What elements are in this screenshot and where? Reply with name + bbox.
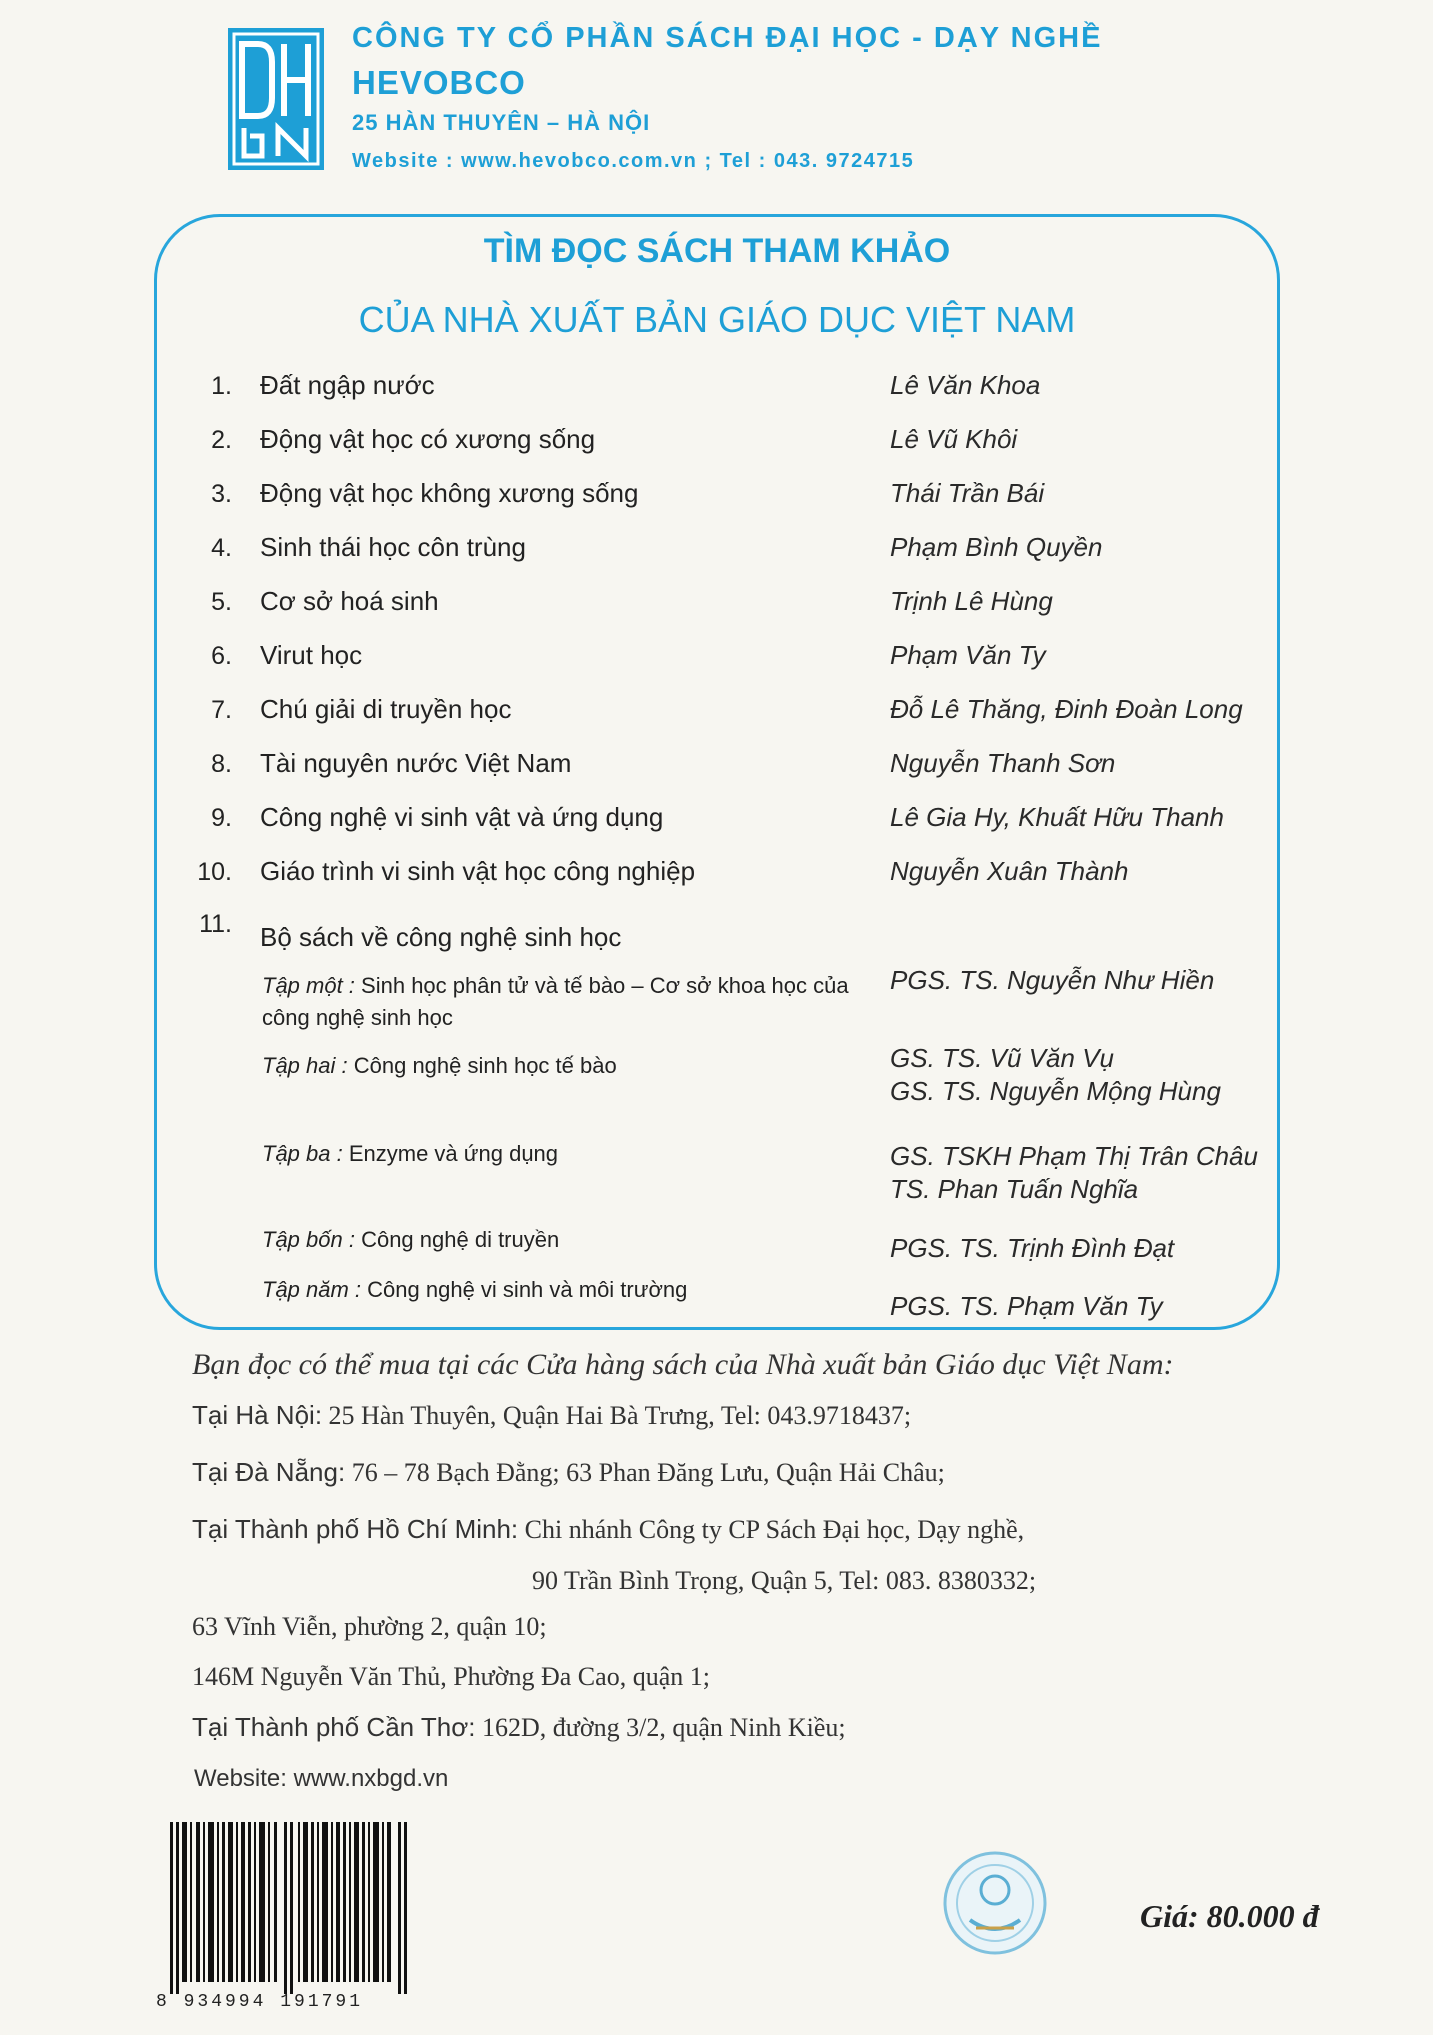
box-subtitle: CỦA NHÀ XUẤT BẢN GIÁO DỤC VIỆT NAM — [358, 299, 1076, 340]
book-author: Phạm Bình Quyền — [890, 532, 1103, 562]
book-number: 8. — [211, 750, 232, 778]
book-author: Nguyễn Thanh Sơn — [890, 748, 1116, 778]
volume-title: Tập năm : Công nghệ vi sinh và môi trường — [262, 1277, 688, 1302]
store-danang: Tại Đà Nẵng: 76 – 78 Bạch Đằng; 63 Phan Đăng Lưu, Quận Hải Châu; — [192, 1457, 945, 1487]
publisher-logo — [228, 28, 324, 170]
volume-author: PGS. TS. Trịnh Đình Đạt — [890, 1233, 1175, 1263]
book-number: 6. — [211, 642, 232, 670]
store-cantho: Tại Thành phố Cần Thơ: 162D, đường 3/2, quận Ninh Kiều; — [192, 1712, 846, 1742]
book-title: Sinh thái học côn trùng — [260, 532, 526, 562]
company-website-tel: Website : www.hevobco.com.vn ; Tel : 043. 9724715 — [352, 150, 915, 172]
book-number: 9. — [211, 804, 232, 832]
store-hanoi: Tại Hà Nội: 25 Hàn Thuyên, Quận Hai Bà Trưng, Tel: 043.9718437; — [192, 1400, 912, 1430]
store-hcm-address: 90 Trần Bình Trọng, Quận 5, Tel: 083. 8380332; — [532, 1566, 1037, 1595]
book-title: Chú giải di truyền học — [260, 694, 512, 724]
company-short-name: HEVOBCO — [352, 64, 526, 101]
nxbgd-website: Website: www.nxbgd.vn — [194, 1765, 449, 1792]
volume-title: Tập hai : Công nghệ sinh học tế bào — [262, 1053, 617, 1078]
store-hcm: Tại Thành phố Hồ Chí Minh: Chi nhánh Công ty CP Sách Đại học, Dạy nghề, — [192, 1514, 1025, 1544]
book-title: Virut học — [260, 640, 363, 670]
barcode — [170, 1822, 410, 2018]
book-title: Bộ sách về công nghệ sinh học — [260, 922, 622, 952]
book-number: 10. — [197, 858, 232, 886]
book-title: Cơ sở hoá sinh — [260, 586, 439, 616]
book-title: Giáo trình vi sinh vật học công nghiệp — [260, 856, 696, 886]
barcode-number: 8 934994 191791 — [156, 1992, 364, 2012]
volume-title: Tập ba : Enzyme và ứng dụng — [262, 1141, 559, 1166]
volume-author: PGS. TS. Nguyễn Như Hiền — [890, 965, 1215, 995]
book-number: 2. — [211, 426, 232, 454]
book-title: Động vật học có xương sống — [260, 424, 596, 454]
book-title: Đất ngập nước — [260, 370, 435, 400]
book-number: 3. — [211, 480, 232, 508]
volume-title: Tập bốn : Công nghệ di truyền — [262, 1227, 560, 1252]
book-title: Động vật học không xương sống — [260, 478, 639, 508]
volume-author: GS. TSKH Phạm Thị Trân Châu TS. Phan Tuấn Nghĩa — [890, 1141, 1258, 1204]
book-author: Lê Văn Khoa — [890, 370, 1041, 400]
stores-intro: Bạn đọc có thể mua tại các Cửa hàng sách của Nhà xuất bản Giáo dục Việt Nam: — [192, 1348, 1174, 1381]
volume-title: Tập một : Sinh học phân tử và tế bào – Cơ sở khoa học của công nghệ sinh học — [262, 973, 849, 1030]
price: Giá: 80.000 đ — [1140, 1898, 1319, 1934]
publisher-seal — [940, 1848, 1050, 1958]
volume-author: PGS. TS. Phạm Văn Ty — [890, 1291, 1163, 1321]
company-address: 25 HÀN THUYÊN – HÀ NỘI — [352, 110, 651, 135]
book-author: Lê Vũ Khôi — [890, 424, 1018, 454]
book-author: Phạm Văn Ty — [890, 640, 1046, 670]
book-author: Thái Trần Bái — [890, 478, 1045, 508]
book-title: Tài nguyên nước Việt Nam — [260, 748, 572, 778]
book-number: 1. — [211, 372, 232, 400]
book-author: Nguyễn Xuân Thành — [890, 856, 1129, 886]
book-number: 11. — [199, 910, 232, 938]
book-number: 5. — [211, 588, 232, 616]
store-hcm-nguyenvanthu: 146M Nguyễn Văn Thủ, Phường Đa Cao, quận 1; — [192, 1662, 710, 1691]
book-author: Đỗ Lê Thăng, Đinh Đoàn Long — [890, 694, 1243, 724]
store-hcm-vinhvien: 63 Vĩnh Viễn, phường 2, quận 10; — [192, 1612, 547, 1641]
book-author: Trịnh Lê Hùng — [890, 586, 1053, 616]
box-title: TÌM ĐỌC SÁCH THAM KHẢO — [483, 232, 951, 270]
volume-author: GS. TS. Vũ Văn Vụ GS. TS. Nguyễn Mộng Hùng — [890, 1043, 1221, 1106]
book-number: 4. — [211, 534, 232, 562]
book-author: Lê Gia Hy, Khuất Hữu Thanh — [890, 802, 1224, 832]
company-name: CÔNG TY CỔ PHẦN SÁCH ĐẠI HỌC - DẠY NGHỀ — [352, 22, 1103, 54]
book-title: Công nghệ vi sinh vật và ứng dụng — [260, 802, 664, 832]
book-number: 7. — [211, 696, 232, 724]
